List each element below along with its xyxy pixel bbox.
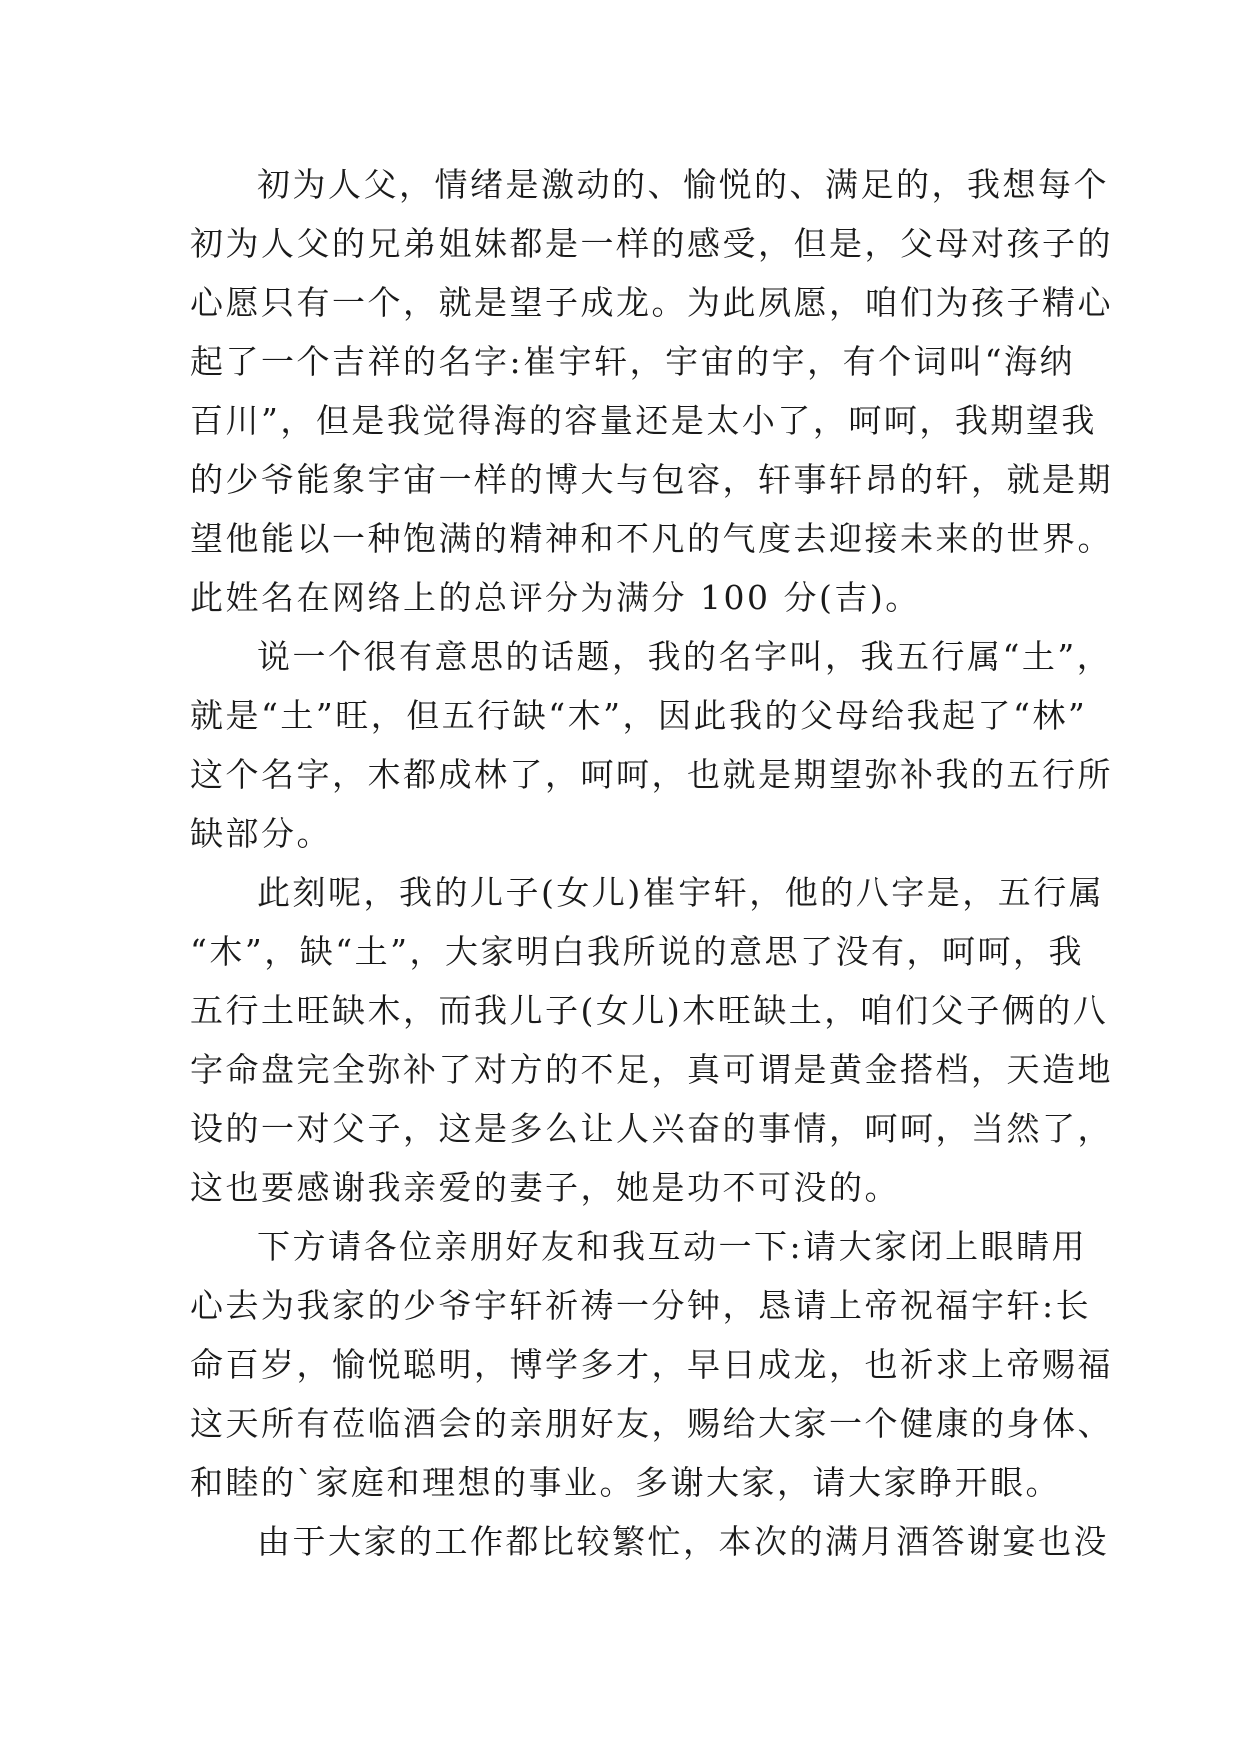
text-line: 心去为我家的少爷宇轩祈祷一分钟，恳请上帝祝福宇轩:长 — [190, 1286, 1092, 1325]
text-line: 望他能以一种饱满的精神和不凡的气度去迎接未来的世界。 — [190, 519, 1113, 558]
text-line: 设的一对父子，这是多么让人兴奋的事情，呵呵，当然了， — [190, 1109, 1113, 1148]
text-line: 初为人父的兄弟姐妹都是一样的感受，但是，父母对孩子的 — [190, 224, 1113, 263]
text-line: 初为人父，情绪是激动的、愉悦的、满足的，我想每个 — [257, 165, 1109, 204]
text-line: 说一个很有意思的话题，我的名字叫，我五行属“土”， — [257, 637, 1113, 676]
text-line: 这天所有莅临酒会的亲朋好友，赐给大家一个健康的身体、 — [190, 1404, 1113, 1443]
text-line: 起了一个吉祥的名字:崔宇轩，宇宙的宇，有个词叫“海纳 — [190, 342, 1075, 381]
text-line: “木”，缺“土”，大家明白我所说的意思了没有，呵呵，我 — [190, 932, 1084, 971]
paragraph-naming — [190, 155, 1113, 627]
text-line: 这也要感谢我亲爱的妻子，她是功不可没的。 — [190, 1168, 900, 1207]
paragraph-closing — [190, 1512, 1109, 1571]
text-line: 和睦的`家庭和理想的事业。多谢大家，请大家睁开眼。 — [190, 1463, 1061, 1502]
text-line: 的少爷能象宇宙一样的博大与包容，轩事轩昂的轩，就是期 — [190, 460, 1113, 499]
text-line: 五行土旺缺木，而我儿子(女儿)木旺缺土，咱们父子俩的八 — [190, 991, 1109, 1030]
text-line: 此刻呢，我的儿子(女儿)崔宇轩，他的八字是，五行属 — [257, 873, 1105, 912]
text-line: 由于大家的工作都比较繁忙，本次的满月酒答谢宴也没 — [257, 1522, 1109, 1561]
text-line: 此姓名在网络上的总评分为满分 100 分(吉)。 — [190, 578, 921, 617]
text-line: 这个名字，木都成林了，呵呵，也就是期望弥补我的五行所 — [190, 755, 1113, 794]
text-line: 就是“土”旺，但五行缺“木”，因此我的父母给我起了“林” — [190, 696, 1088, 735]
text-line: 心愿只有一个，就是望子成龙。为此夙愿，咱们为孩子精心 — [190, 283, 1113, 322]
paragraph-five-elements — [190, 627, 1113, 863]
text-line: 下方请各位亲朋好友和我互动一下:请大家闭上眼睛用 — [257, 1227, 1088, 1266]
paragraph-interaction — [190, 1217, 1113, 1512]
document-body — [190, 155, 1113, 1571]
text-line: 字命盘完全弥补了对方的不足，真可谓是黄金搭档，天造地 — [190, 1050, 1113, 1089]
text-line: 缺部分。 — [190, 814, 332, 853]
text-line: 命百岁，愉悦聪明，博学多才，早日成龙，也祈求上帝赐福 — [190, 1345, 1113, 1384]
text-line: 百川”，但是我觉得海的容量还是太小了，呵呵，我期望我 — [190, 401, 1097, 440]
paragraph-son — [190, 863, 1113, 1217]
